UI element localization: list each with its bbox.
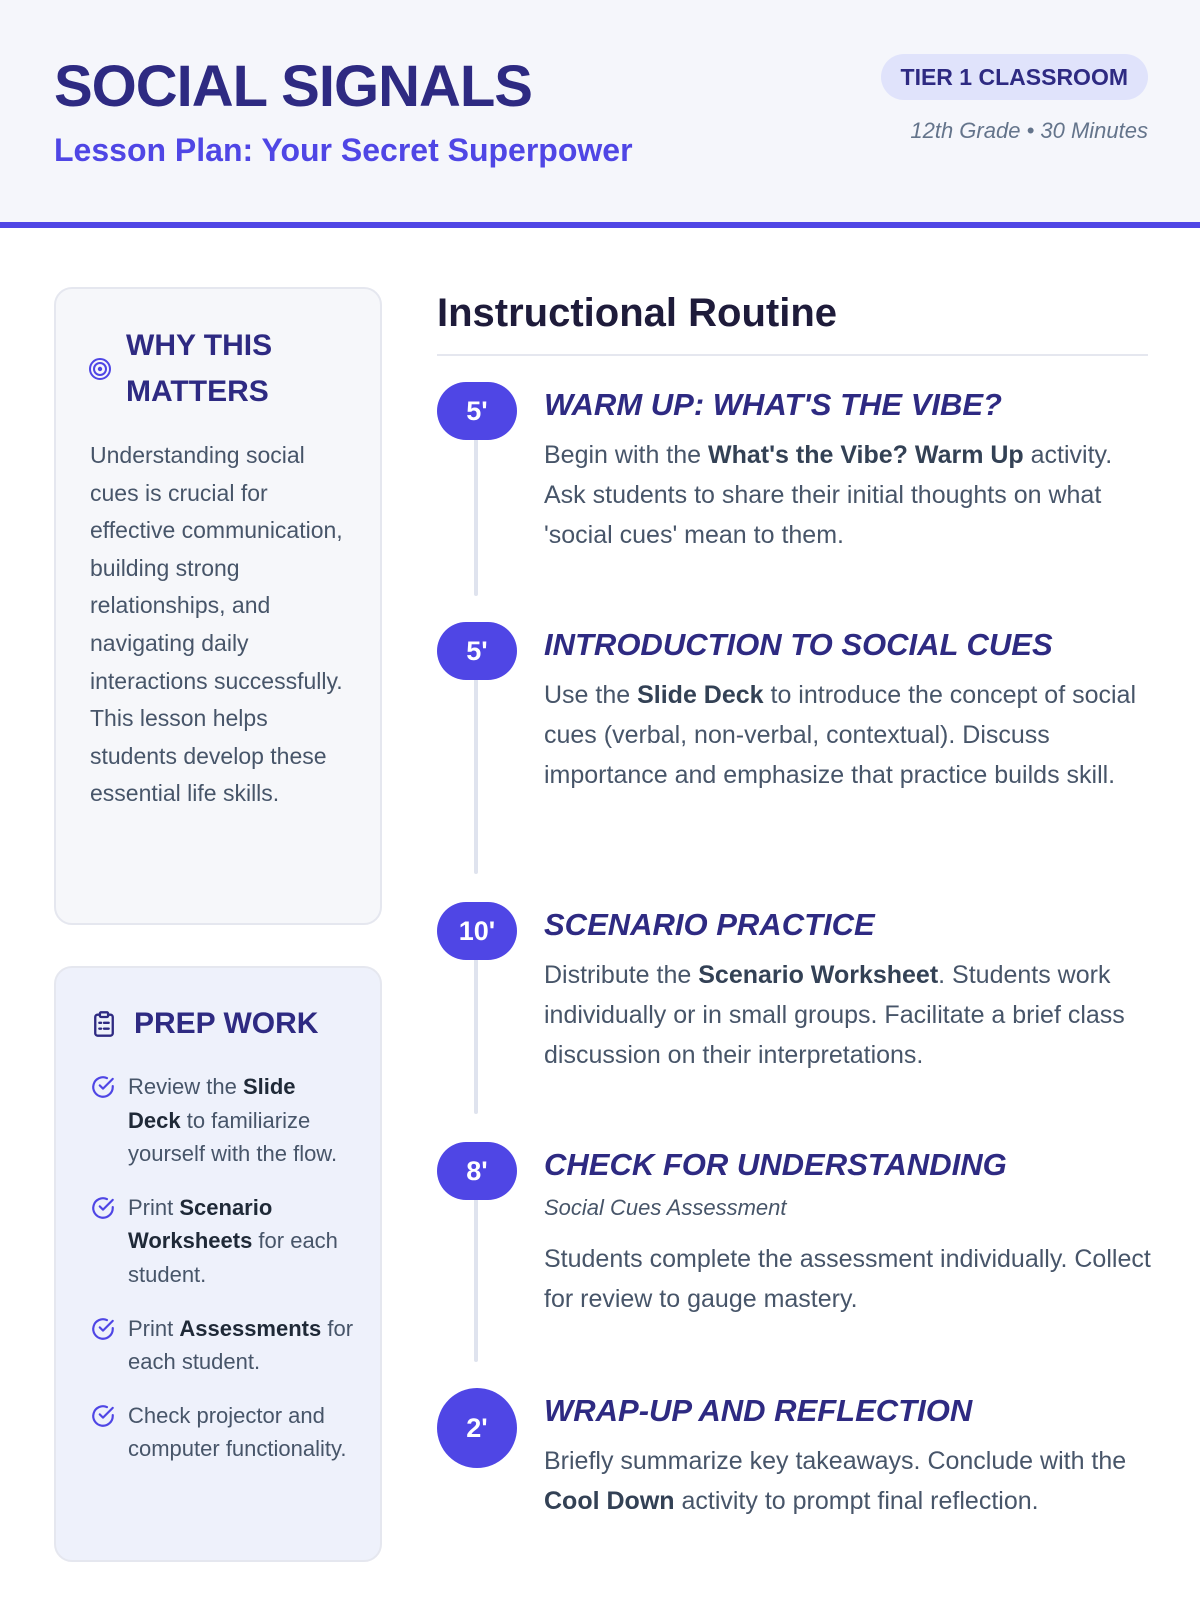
step-duration-badge: 10': [437, 902, 517, 960]
step-title: CHECK FOR UNDERSTANDING: [544, 1147, 1007, 1182]
why-heading: [88, 323, 326, 415]
routine-step: [544, 625, 1152, 795]
prep-checklist: [90, 1070, 354, 1486]
prep-item: [90, 1191, 354, 1292]
tier-badge: TIER 1 CLASSROOM: [881, 54, 1148, 100]
step-title: SCENARIO PRACTICE: [544, 907, 875, 942]
prep-item-text: Print Assessments for each student.: [128, 1315, 354, 1375]
check-circle-icon: [90, 1316, 116, 1342]
step-body: Briefly summarize key takeaways. Conclude with the Cool Down activity to prompt final reflection.: [544, 1447, 1127, 1515]
page-subtitle: Lesson Plan: Your Secret Superpower: [54, 132, 633, 168]
target-icon: [88, 357, 112, 381]
routine-step: [544, 1391, 1152, 1521]
check-circle-icon: [90, 1195, 116, 1221]
prep-work-card: [54, 966, 382, 1562]
step-subtitle: Social Cues Assessment: [544, 1195, 787, 1220]
why-title: WHY THIS MATTERS: [126, 329, 273, 408]
step-duration-badge: 5': [437, 382, 517, 440]
prep-item-text: Print Scenario Worksheets for each student.: [128, 1194, 338, 1287]
prep-heading: [90, 1004, 318, 1044]
page-title: SOCIAL SIGNALS: [54, 54, 532, 119]
timeline-connector: [474, 678, 478, 874]
prep-item: [90, 1070, 354, 1171]
prep-item-text: Review the Slide Deck to familiarize yourself with the flow.: [128, 1074, 338, 1167]
step-body: Begin with the What's the Vibe? Warm Up activity. Ask students to share their initial thoughts on what 'social cues' mean to them.: [544, 441, 1113, 549]
step-title: WARM UP: WHAT'S THE VIBE?: [544, 387, 1002, 422]
timeline-connector: [474, 438, 478, 596]
step-duration-badge: 8': [437, 1142, 517, 1200]
step-title: INTRODUCTION TO SOCIAL CUES: [544, 627, 1053, 662]
step-body: Distribute the Scenario Worksheet. Students work individually or in small groups. Facilitate a brief class discussion on their interpretations.: [544, 961, 1125, 1069]
routine-step: [544, 385, 1152, 555]
routine-title: Instructional Routine: [437, 291, 837, 335]
step-body: Students complete the assessment individually. Collect for review to gauge mastery.: [544, 1245, 1151, 1313]
step-body: Use the Slide Deck to introduce the concept of social cues (verbal, non-verbal, contextual). Discuss importance and emphasize that practice builds skill.: [544, 681, 1137, 789]
prep-item: [90, 1399, 354, 1466]
prep-item-text: Check projector and computer functionality.: [128, 1402, 347, 1462]
step-duration-badge: 2': [437, 1388, 517, 1468]
timeline-connector: [474, 1198, 478, 1362]
timeline-connector: [474, 958, 478, 1114]
routine-step: [544, 1145, 1152, 1319]
prep-item: [90, 1312, 354, 1379]
check-circle-icon: [90, 1403, 116, 1429]
routine-step: [544, 905, 1152, 1075]
step-title: WRAP-UP AND REFLECTION: [544, 1393, 973, 1428]
clipboard-icon: [90, 1010, 118, 1038]
check-circle-icon: [90, 1074, 116, 1100]
why-this-matters-card: [54, 287, 382, 925]
routine-divider: [437, 354, 1148, 356]
step-duration-badge: 5': [437, 622, 517, 680]
prep-title: PREP WORK: [134, 1007, 319, 1040]
grade-duration-meta: 12th Grade • 30 Minutes: [910, 118, 1148, 143]
lesson-header: [0, 0, 1200, 228]
why-body-text: Understanding social cues is crucial for effective communication, building strong relationships, and navigating daily interactions successfully. This lesson helps students develop these essential life skills.: [90, 442, 343, 807]
